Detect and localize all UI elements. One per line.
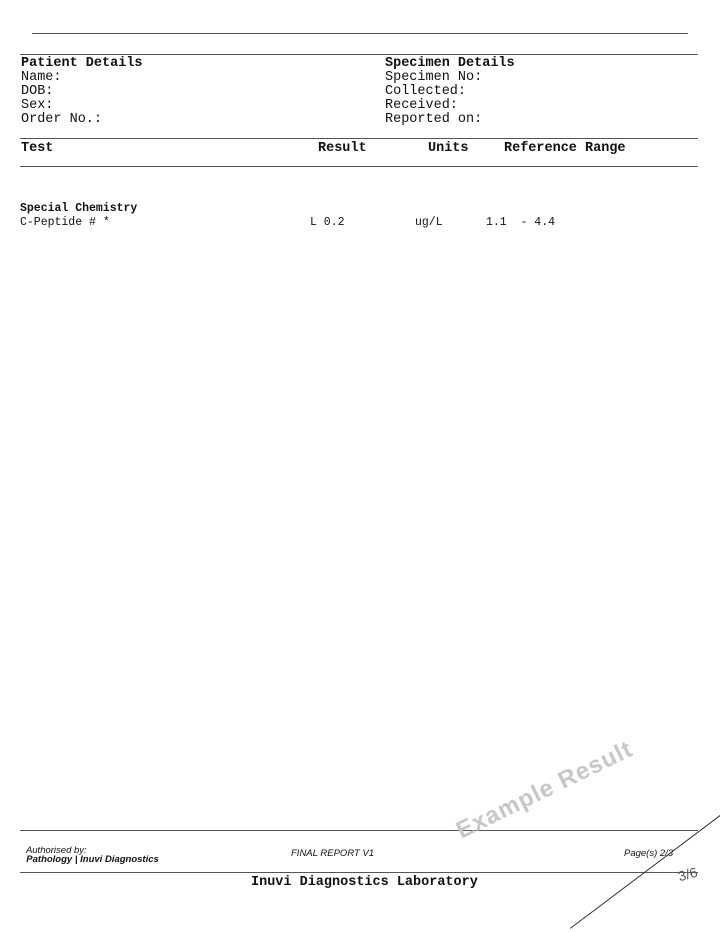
patient-order-label: Order No.: — [21, 112, 103, 127]
section-heading: Special Chemistry — [20, 202, 138, 215]
authorised-name: Pathology | Inuvi Diagnostics — [26, 854, 159, 865]
test-name: C-Peptide # * — [20, 216, 110, 229]
patient-name-label: Name: — [21, 70, 62, 85]
specimen-no-label: Specimen No: — [385, 70, 483, 85]
patient-sex-label: Sex: — [21, 98, 54, 113]
details-bottom-rule — [20, 138, 698, 139]
test-units: ug/L — [415, 216, 443, 229]
column-header-result: Result — [318, 141, 367, 156]
page-counter: 3/6 — [676, 863, 700, 885]
page-indicator: Page(s) 2/3 — [624, 848, 674, 859]
column-header-test: Test — [21, 141, 54, 156]
header-rule — [20, 54, 698, 55]
example-result-watermark: Example Result — [452, 735, 638, 845]
specimen-reported-label: Reported on: — [385, 112, 483, 127]
footer-bottom-rule — [20, 872, 698, 873]
patient-dob-label: DOB: — [21, 84, 54, 99]
specimen-details-heading: Specimen Details — [385, 56, 515, 71]
column-header-reference-range: Reference Range — [504, 141, 626, 156]
footer-top-rule — [20, 830, 698, 831]
top-rule — [32, 33, 688, 34]
patient-details-heading: Patient Details — [21, 56, 143, 71]
lab-name: Inuvi Diagnostics Laboratory — [251, 875, 478, 890]
specimen-received-label: Received: — [385, 98, 458, 113]
authorised-label: Authorised by: — [25, 844, 87, 856]
column-header-units: Units — [428, 141, 469, 156]
report-version: FINAL REPORT V1 — [291, 848, 375, 859]
test-reference-range: 1.1 - 4.4 — [486, 216, 556, 229]
table-header-rule — [20, 166, 698, 167]
specimen-collected-label: Collected: — [385, 84, 467, 99]
authorised-by — [21, 836, 159, 865]
test-result: L 0.2 — [310, 216, 345, 229]
